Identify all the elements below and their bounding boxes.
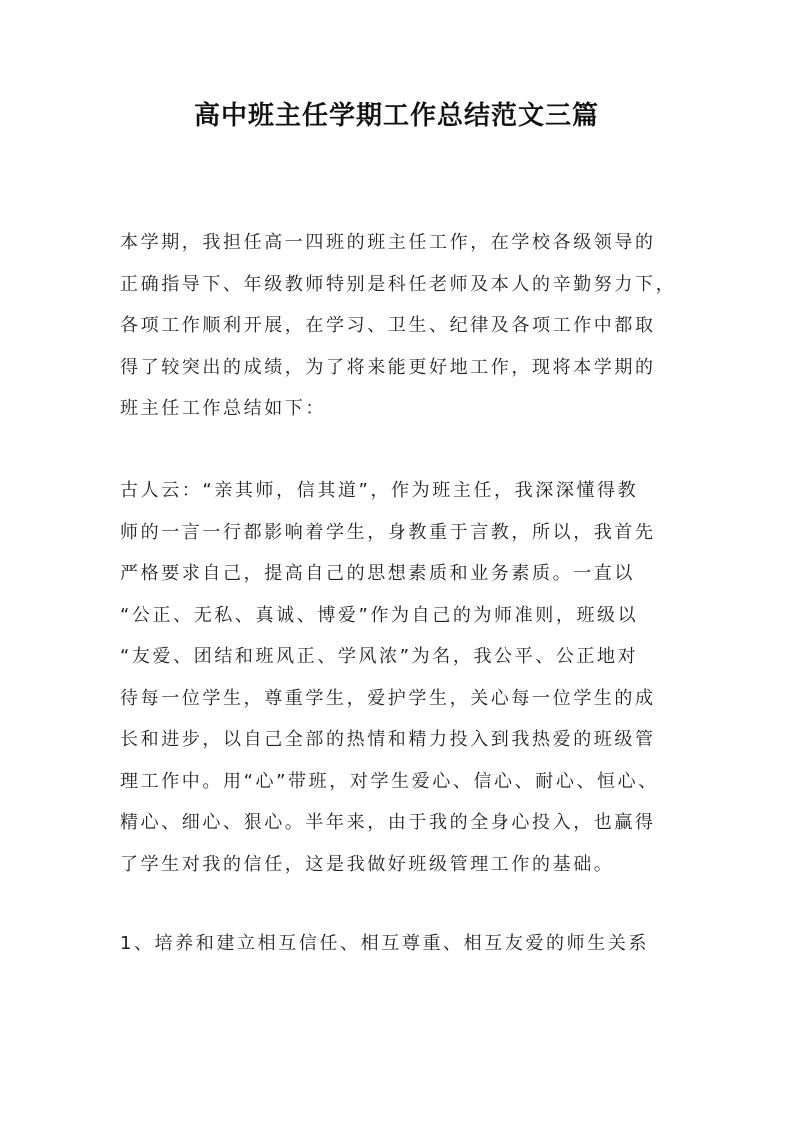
- paragraph-line: “公正、无私、真诚、博爱”作为自己的为师准则，班级以: [120, 604, 639, 626]
- paragraph-body: [120, 470, 680, 885]
- paragraph-line: 古人云：“亲其师，信其道”，作为班主任，我深深懂得教: [120, 480, 639, 501]
- paragraph-line: 精心、细心、狠心。半年来，由于我的全身心投入，也赢得: [120, 812, 656, 833]
- paragraph-line: 本学期，我担任高一四班的班主任工作，在学校各级领导的: [120, 232, 656, 253]
- paragraph-line: 各项工作顺利开展，在学习、卫生、纪律及各项工作中都取: [120, 315, 656, 336]
- paragraph-line: 待每一位学生，尊重学生，爱护学生，关心每一位学生的成: [120, 687, 656, 709]
- paragraph-line: “友爱、团结和班风正、学风浓”为名，我公平、公正地对: [120, 646, 639, 667]
- paragraph-line: 严格要求自己，提高自己的思想素质和业务素质。一直以: [120, 563, 635, 584]
- paragraph-line: 理工作中。用“心”带班，对学生爱心、信心、耐心、恒心、: [120, 770, 659, 792]
- paragraph-line: 长和进步，以自己全部的热情和精力投入到我热爱的班级管: [120, 729, 656, 750]
- document-title: 高中班主任学期工作总结范文三篇: [193, 101, 599, 131]
- paragraph-intro: [120, 222, 680, 430]
- paragraph-line: 了学生对我的信任，这是我做好班级管理工作的基础。: [120, 853, 615, 875]
- paragraph-line: 师的一言一行都影响着学生，身教重于言教，所以，我首先: [120, 521, 656, 543]
- paragraph-line: 正确指导下、年级教师特别是科任老师及本人的辛勤努力下，: [120, 273, 677, 295]
- paragraph-line: 1、培养和建立相互信任、相互尊重、相互友爱的师生关系: [120, 933, 650, 954]
- paragraph-line: 班主任工作总结如下：: [120, 398, 326, 419]
- section-heading-1: [120, 923, 680, 965]
- paragraph-line: 得了较突出的成绩，为了将来能更好地工作，现将本学期的: [120, 356, 656, 378]
